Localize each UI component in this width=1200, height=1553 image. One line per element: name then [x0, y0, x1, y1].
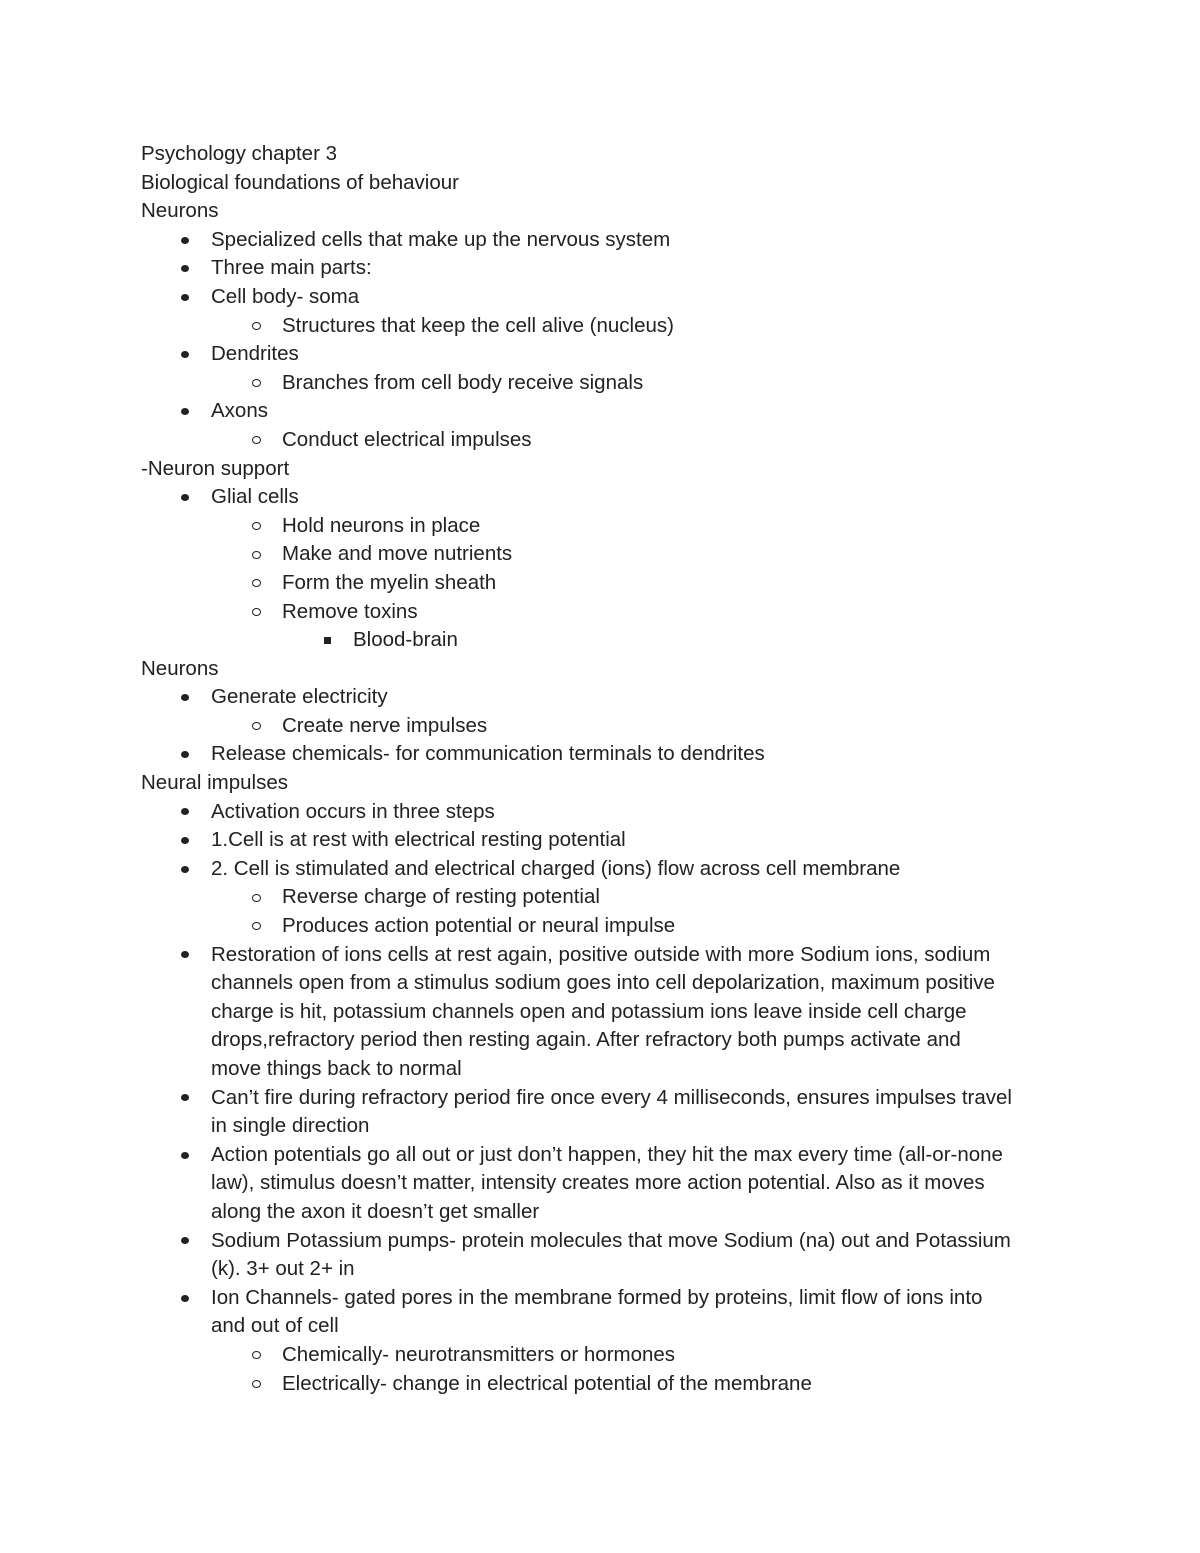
list-item — [141, 683, 1061, 712]
list-item-text-line: Action potentials go all out or just don’t happen, they hit the max every time (all-or-none — [211, 1142, 1003, 1166]
list-item — [141, 855, 1061, 884]
bullet-dot-icon — [177, 483, 193, 512]
list-item-text: Cell body- soma — [211, 284, 360, 308]
document-subtitle: Biological foundations of behaviour — [141, 170, 459, 194]
list-item — [141, 226, 1061, 255]
sub-list-item — [141, 312, 1061, 341]
list-item-text: 2. Cell is stimulated and electrical charged (ions) flow across cell membrane — [211, 856, 901, 880]
list-item — [141, 1084, 1061, 1141]
list-item-text: Glial cells — [211, 485, 299, 509]
bullet-ring-icon — [248, 1370, 264, 1399]
list-item-text: Conduct electrical impulses — [282, 427, 532, 451]
bullet-dot-icon — [177, 855, 193, 884]
sub-list-item — [141, 598, 1061, 627]
list-item-text: Hold neurons in place — [282, 513, 481, 537]
bullet-ring-icon — [248, 712, 264, 741]
list-item — [141, 1141, 1061, 1227]
sub-list-item — [141, 540, 1061, 569]
list-item-text: Chemically- neurotransmitters or hormones — [282, 1342, 676, 1366]
bullet-dot-icon — [177, 740, 193, 769]
list-item-text: Electrically- change in electrical potential of the membrane — [282, 1371, 812, 1395]
sub-list-item — [141, 883, 1061, 912]
sub-list-item — [141, 1341, 1061, 1370]
bullet-square-icon — [319, 626, 335, 655]
bullet-dot-icon — [177, 941, 193, 970]
list-item-text: Axons — [211, 399, 268, 423]
bullet-ring-icon — [248, 883, 264, 912]
neural-impulses-list — [141, 798, 1061, 1398]
list-item — [141, 254, 1061, 283]
list-item-text: Dendrites — [211, 342, 299, 366]
bullet-ring-icon — [248, 312, 264, 341]
list-item-text: Structures that keep the cell alive (nucleus) — [282, 313, 674, 337]
list-item-text-line: Can’t fire during refractory period fire once every 4 milliseconds, ensures impulses travel — [211, 1085, 1012, 1109]
list-item — [141, 798, 1061, 827]
bullet-dot-icon — [177, 226, 193, 255]
list-item — [141, 740, 1061, 769]
list-item-text-line: in single direction — [211, 1114, 370, 1138]
neurons-list — [141, 226, 1061, 455]
list-item-text: Activation occurs in three steps — [211, 799, 495, 823]
sub-list-item — [141, 369, 1061, 398]
document-body — [141, 140, 1061, 1398]
list-item — [141, 941, 1061, 1084]
list-item-text: Make and move nutrients — [282, 542, 513, 566]
list-item-text-line: Ion Channels- gated pores in the membrane formed by proteins, limit flow of ions into — [211, 1285, 983, 1309]
list-item-text: Release chemicals- for communication terminals to dendrites — [211, 742, 765, 766]
list-item-text: Reverse charge of resting potential — [282, 885, 600, 909]
list-item-text: Three main parts: — [211, 256, 372, 280]
sub-list-item — [141, 1370, 1061, 1399]
list-item-text: Remove toxins — [282, 599, 418, 623]
sub-list-item — [141, 426, 1061, 455]
bullet-dot-icon — [177, 397, 193, 426]
list-item-text-line: (k). 3+ out 2+ in — [211, 1257, 355, 1281]
list-item-text: Produces action potential or neural impulse — [282, 914, 676, 938]
bullet-dot-icon — [177, 1141, 193, 1170]
list-item-text: Blood-brain — [353, 628, 458, 652]
list-item-text: Create nerve impulses — [282, 713, 488, 737]
sub-list-item — [141, 512, 1061, 541]
sub-sub-list-item — [141, 626, 1061, 655]
bullet-dot-icon — [177, 283, 193, 312]
bullet-dot-icon — [177, 254, 193, 283]
neuron-support-list — [141, 483, 1061, 655]
list-item-text: 1.Cell is at rest with electrical resting potential — [211, 828, 626, 852]
list-item-text-line: move things back to normal — [211, 1057, 462, 1080]
section-heading-neurons: Neurons — [141, 199, 219, 223]
list-item-text-line: drops,refractory period then resting again. After refractory both pumps activate and — [211, 1028, 961, 1052]
bullet-dot-icon — [177, 340, 193, 369]
list-item — [141, 1284, 1061, 1341]
sub-list-item — [141, 569, 1061, 598]
bullet-ring-icon — [248, 369, 264, 398]
bullet-ring-icon — [248, 1341, 264, 1370]
list-item — [141, 483, 1061, 512]
bullet-ring-icon — [248, 569, 264, 598]
list-item-text-line: Restoration of ions cells at rest again, positive outside with more Sodium ions, sodium — [211, 942, 991, 966]
document-title: Psychology chapter 3 — [141, 142, 338, 165]
list-item — [141, 283, 1061, 312]
list-item-text-line: law), stimulus doesn’t matter, intensity creates more action potential. Also as it moves — [211, 1171, 985, 1195]
section-heading-neurons-2: Neurons — [141, 656, 219, 680]
bullet-ring-icon — [248, 512, 264, 541]
bullet-dot-icon — [177, 826, 193, 855]
list-item — [141, 340, 1061, 369]
bullet-ring-icon — [248, 912, 264, 941]
list-item-text-line: channels open from a stimulus sodium goes into cell depolarization, maximum positive — [211, 971, 995, 995]
bullet-dot-icon — [177, 798, 193, 827]
bullet-dot-icon — [177, 1284, 193, 1313]
list-item-text: Form the myelin sheath — [282, 570, 497, 594]
bullet-dot-icon — [177, 1227, 193, 1256]
list-item-text-line: along the axon it doesn’t get smaller — [211, 1199, 540, 1223]
sub-list-item — [141, 712, 1061, 741]
list-item-text: Specialized cells that make up the nervous system — [211, 227, 671, 251]
bullet-ring-icon — [248, 598, 264, 627]
bullet-ring-icon — [248, 426, 264, 455]
bullet-dot-icon — [177, 1084, 193, 1113]
list-item-text: Generate electricity — [211, 685, 388, 709]
section-heading-neural-impulses: Neural impulses — [141, 771, 288, 795]
bullet-ring-icon — [248, 540, 264, 569]
list-item — [141, 397, 1061, 426]
neurons-2-list — [141, 683, 1061, 769]
list-item-text-line: charge is hit, potassium channels open and potassium ions leave inside cell charge — [211, 999, 967, 1023]
list-item-text: Branches from cell body receive signals — [282, 370, 644, 394]
list-item-text-line: and out of cell — [211, 1314, 339, 1338]
list-item-text-line: Sodium Potassium pumps- protein molecules that move Sodium (na) out and Potassium — [211, 1228, 1011, 1252]
sub-list-item — [141, 912, 1061, 941]
list-item — [141, 1227, 1061, 1284]
list-item — [141, 826, 1061, 855]
section-heading-neuron-support: -Neuron support — [141, 456, 290, 480]
bullet-dot-icon — [177, 683, 193, 712]
